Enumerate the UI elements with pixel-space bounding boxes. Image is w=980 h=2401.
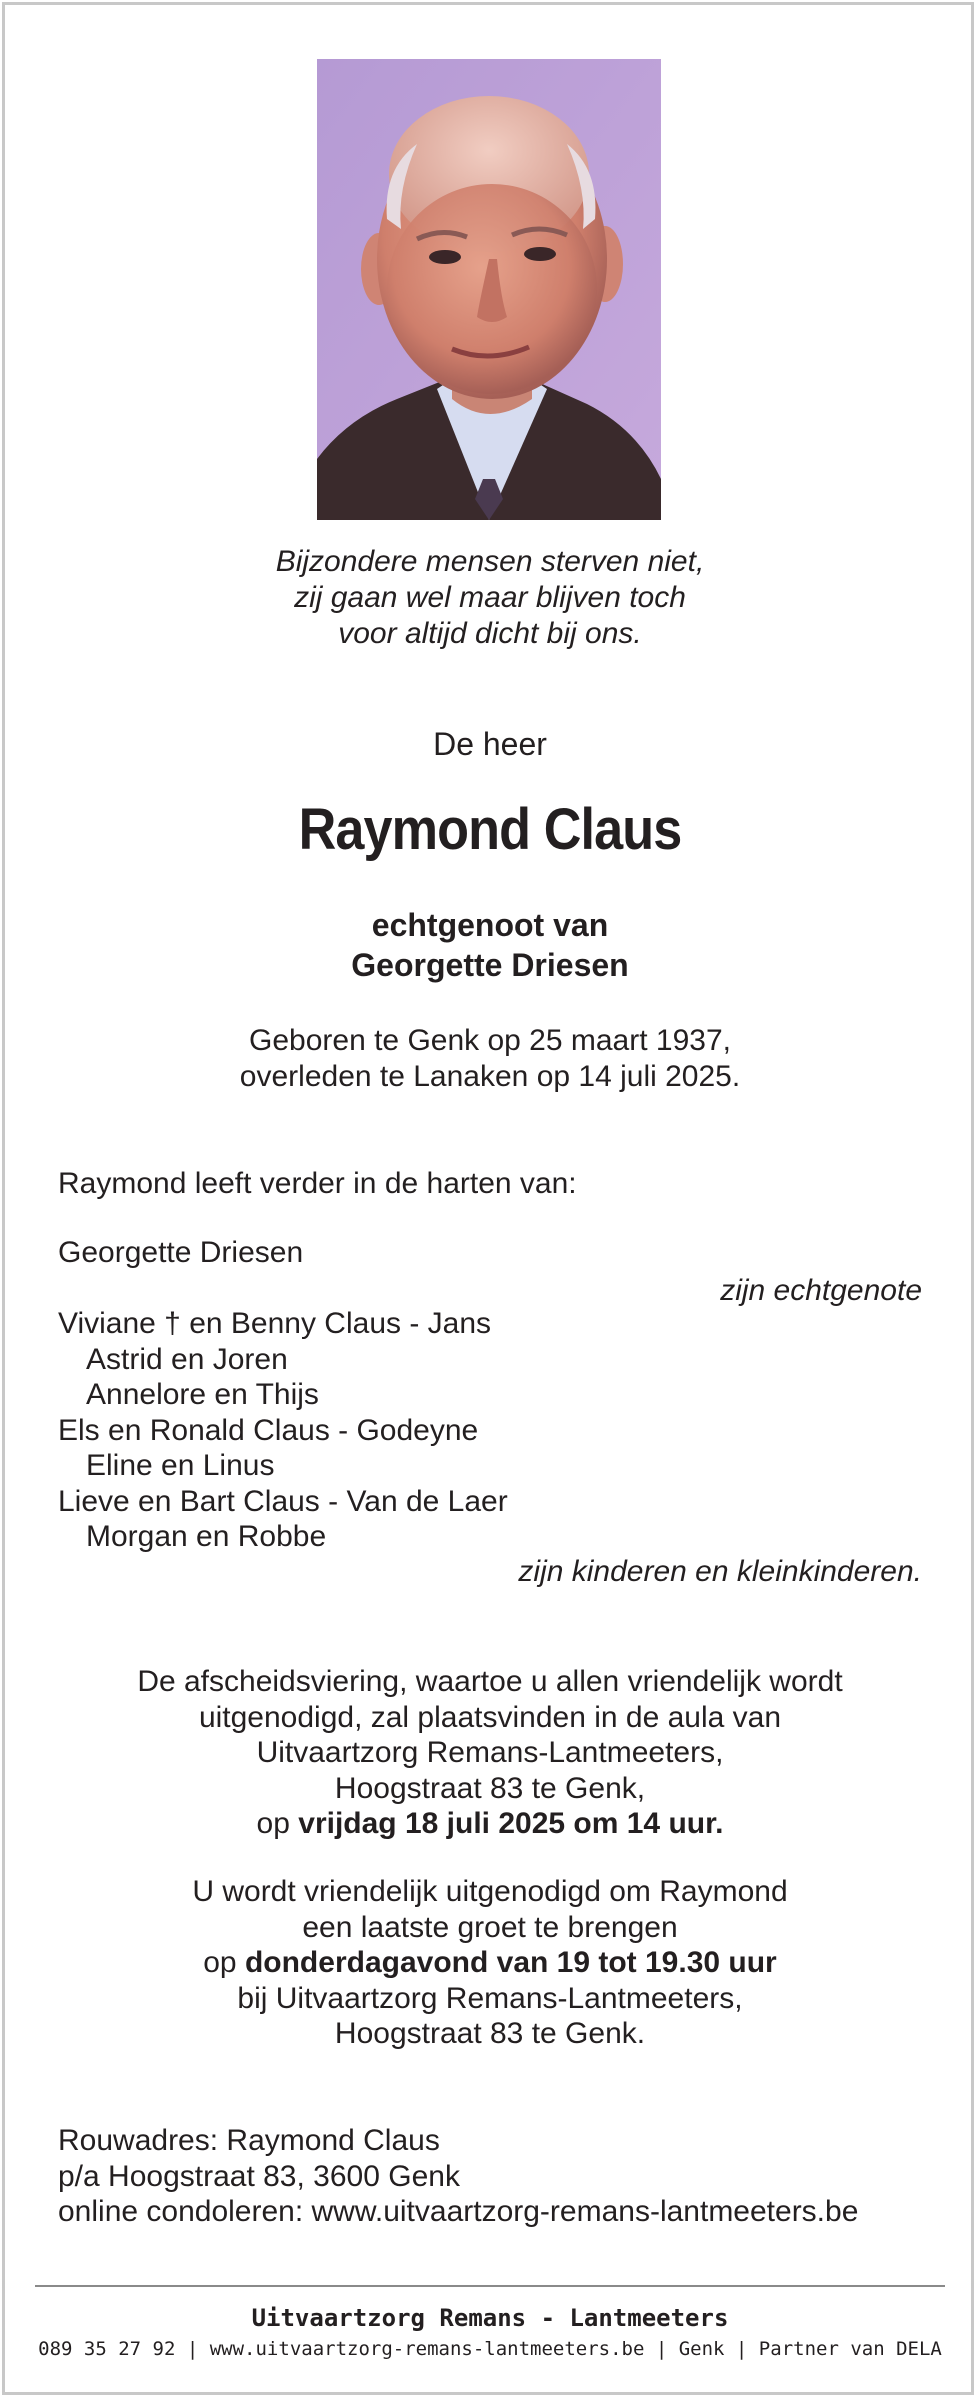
grandchildren-line: Annelore en Thijs [86, 1378, 319, 1411]
visit-time: donderdagavond van 19 tot 19.30 uur [244, 1946, 777, 1979]
partner-name: Georgette Driesen [58, 1236, 304, 1269]
ceremony-datetime [0, 1806, 980, 1842]
death-line: overleden te Lanaken op 14 juli 2025. [239, 1060, 741, 1093]
visit-line: bij Uitvaartzorg Remans-Lantmeeters, [237, 1981, 743, 2015]
children-list [58, 1306, 508, 1555]
verse-line: zij gaan wel maar blijven toch [294, 581, 686, 614]
visit-line: U wordt vriendelijk uitgenodigd om Raymond [192, 1875, 788, 1908]
condolence-link[interactable]: online condoleren: www.uitvaartzorg-remans-lantmeeters.be [58, 2195, 859, 2228]
grandchildren-line: Morgan en Robbe [86, 1520, 327, 1553]
visit-line: een laatste groet te brengen [302, 1910, 678, 1944]
ceremony-info [0, 1664, 980, 1842]
ceremony-line: Uitvaartzorg Remans-Lantmeeters, [256, 1736, 724, 1769]
child-line: Lieve en Bart Claus - Van de Laer [58, 1484, 508, 1518]
spouse-block [0, 905, 980, 985]
visitation-info [0, 1874, 980, 2052]
memorial-verse [0, 544, 980, 652]
deceased-name: Raymond Claus [298, 797, 682, 862]
spouse-name: Georgette Driesen [351, 947, 629, 983]
visit-datetime [0, 1945, 980, 1981]
survivors-list [58, 1235, 508, 1555]
spouse-relation: echtgenoot van [371, 907, 609, 943]
ceremony-line: De afscheidsviering, waartoe u allen vriendelijk wordt [137, 1665, 843, 1698]
survivors-intro: Raymond leeft verder in de harten van: [58, 1167, 577, 1200]
child-line: Els en Ronald Claus - Godeyne [58, 1413, 479, 1447]
funeral-home-details: 089 35 27 92 | www.uitvaartzorg-remans-lantmeeters.be | Genk | Partner van DELA [38, 2338, 942, 2360]
partner-role: zijn echtgenote [720, 1274, 922, 1307]
honorific: De heer [433, 726, 547, 762]
child-line: Viviane † en Benny Claus - Jans [58, 1307, 492, 1340]
mourning-address [58, 2123, 858, 2230]
address-line: Rouwadres: Raymond Claus [58, 2124, 440, 2157]
children-role: zijn kinderen en kleinkinderen. [518, 1555, 922, 1588]
ceremony-line: uitgenodigd, zal plaatsvinden in de aula van [198, 1700, 782, 1734]
ceremony-prefix: op [256, 1807, 299, 1840]
funeral-home-name: Uitvaartzorg Remans - Lantmeeters [251, 2304, 729, 2332]
portrait-photo [317, 59, 661, 520]
visit-prefix: op [203, 1946, 245, 1979]
grandchildren-line: Eline en Linus [86, 1449, 275, 1482]
grandchildren-line: Astrid en Joren [86, 1342, 288, 1376]
visit-line: Hoogstraat 83 te Genk. [334, 2017, 646, 2050]
ceremony-date: vrijdag 18 juli 2025 om 14 uur. [298, 1807, 724, 1840]
verse-line: voor altijd dicht bij ons. [338, 617, 642, 650]
birth-line: Geboren te Genk op 25 maart 1937, [249, 1024, 731, 1057]
address-line: p/a Hoogstraat 83, 3600 Genk [58, 2159, 460, 2193]
ceremony-line: Hoogstraat 83 te Genk, [334, 1771, 646, 1805]
verse-line: Bijzondere mensen sterven niet, [275, 545, 705, 578]
footer-divider [35, 2285, 945, 2287]
life-dates [0, 1023, 980, 1095]
